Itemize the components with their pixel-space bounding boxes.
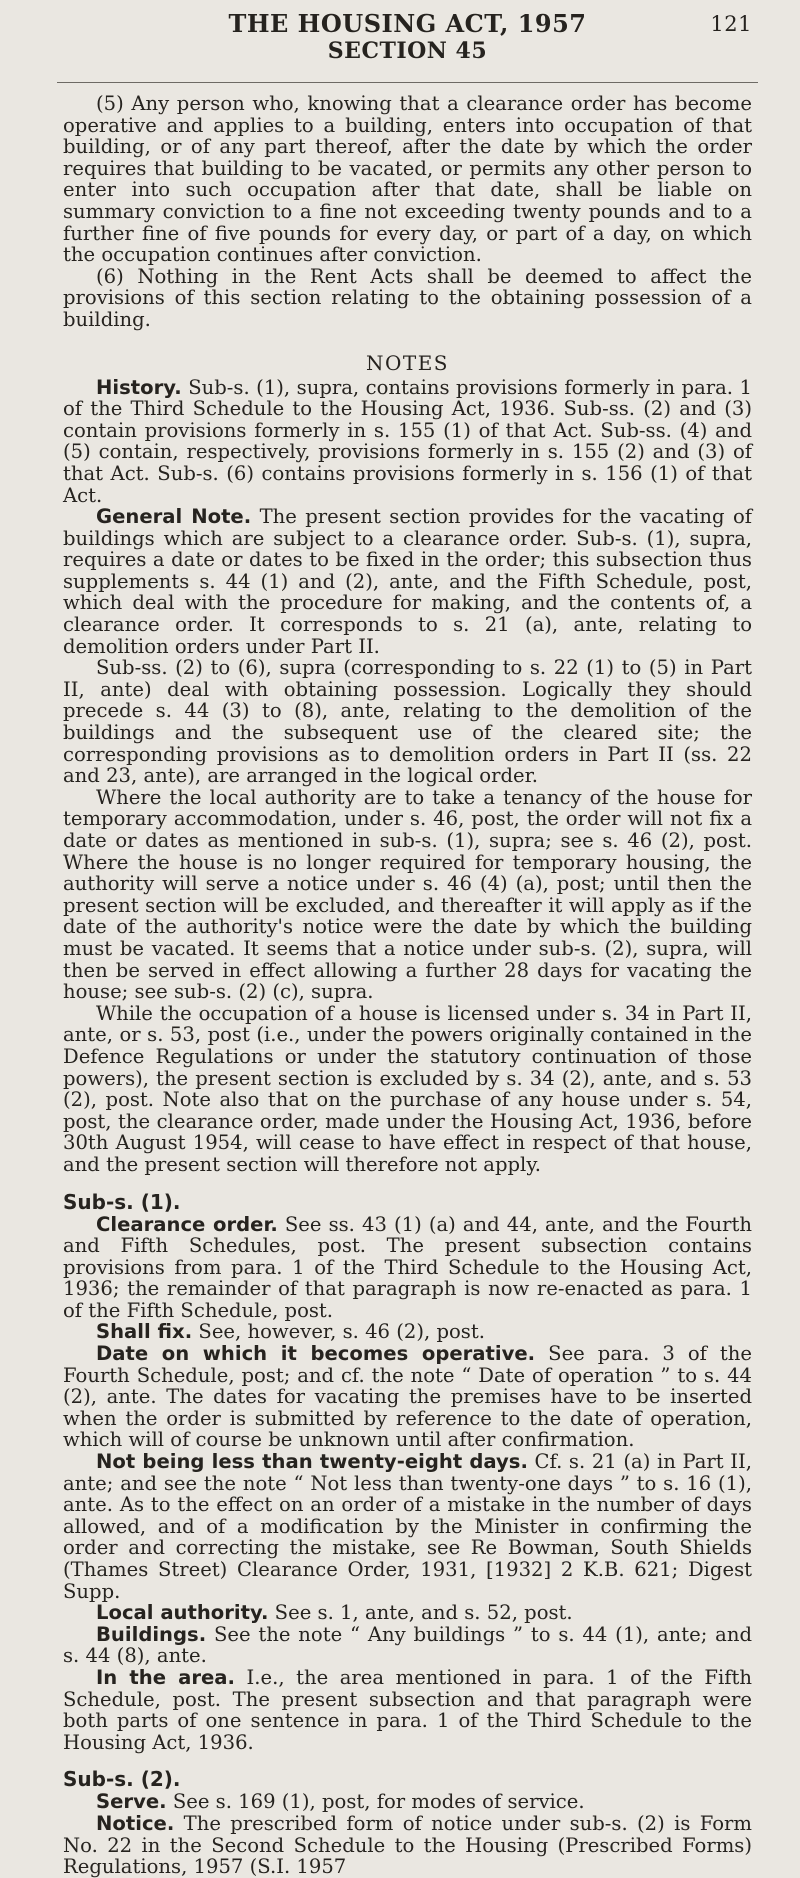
subsection-2-heading: Sub-s. (2). [63, 1767, 181, 1792]
note-text: Sub-s. (1), supra, contains provisions formerly in para. 1 of the Third Schedule to the Housing Act, 1936. Sub-ss. (2) and (3) contain provisions formerly in s. 155 (1) of that Act. Sub-ss. (4) and (5) contain, respectively, provisions formerly in s. 155 (2) and (3) of that Act. Sub-s. (6) contains provisions formerly in s. 156 (1) of that Act. [63, 375, 752, 507]
note-text: See s. 1, ante, and s. 52, post. [274, 1601, 573, 1625]
note-notice [63, 1813, 752, 1878]
note-lead: Shall fix. [96, 1320, 193, 1344]
note-local-authority [63, 1602, 752, 1624]
note-paragraph: Where the local authority are to take a tenancy of the house for temporary accommodation, under s. 46, post, the order will not fix a date or dates as mentioned in sub-s. (1), supra; see s. 46 (2), post. Where the house is no longer required for temporary housing, the authority will serve a notice under s. 46 (4) (a), post; until then the present section will be excluded, and thereafter it will apply as if the date of the authority's notice were the date by which the building must be vacated. It seems that a notice under sub-s. (2), supra, will then be served in effect allowing a further 28 days for vacating the house; see sub-s. (2) (c), supra. [63, 785, 752, 1004]
note-lead: Buildings. [96, 1622, 207, 1646]
note-lead: Date on which it becomes operative. [96, 1342, 536, 1366]
note-not-less [63, 1451, 752, 1602]
note-general [63, 506, 752, 657]
notes-title: NOTES [365, 350, 450, 375]
note-text: See the note “ Any buildings ” to s. 44 (1), ante; and s. 44 (8), ante. [63, 1622, 752, 1668]
note-text: The present section provides for the vacating of buildings which are subject to a clearance order. Sub-s. (1), supra, requires a date or dates to be fixed in the order; this subsection thus supplements s. 44 (1) and (2), ante, and the Fifth Schedule, post, which deal with the procedure for making, and the contents of, a clearance order. It corresponds to s. 21 (a), ante, relating to demolition orders under Part II. [63, 505, 752, 658]
subsection-6: (6) Nothing in the Rent Acts shall be deemed to affect the provisions of this section relating to the obtaining possession of a building. [63, 264, 752, 331]
note-text: See s. 169 (1), post, for modes of service. [172, 1790, 585, 1814]
note-paragraph: While the occupation of a house is licensed under s. 34 in Part II, ante, or s. 53, post (i.e., under the powers originally contained in the Defence Regulations or under the statutory continuation of those powers), the present section is excluded by s. 34 (2), ante, and s. 53 (2), post. Note also that on the purchase of any house under s. 54, post, the clearance order, made under the Housing Act, 1936, before 30th August 1954, will cease to have effect in respect of that house, and the present section will therefore not apply. [63, 1001, 752, 1176]
note-lead: Not being less than twenty-eight days. [96, 1450, 528, 1474]
note-lead: General Note. [96, 505, 252, 529]
note-text: See, however, s. 46 (2), post. [198, 1320, 485, 1344]
note-text: See ss. 43 (1) (a) and 44, ante, and the Fourth and Fifth Schedules, post. The present subsection contains provisions from para. 1 of the Third Schedule to the Housing Act, 1936; the remainder of that paragraph is now re-enacted as para. 1 of the Fifth Schedule, post. [63, 1212, 753, 1322]
note-lead: Clearance order. [96, 1212, 278, 1236]
note-paragraph: Sub-ss. (2) to (6), supra (corresponding to s. 22 (1) to (5) in Part II, ante) deal with obtaining possession. Logically they should precede s. 44 (3) to (8), ante, relating to the demolition of the buildings and the subsequent use of the cleared site; the corresponding provisions as to demolition orders in Part II (ss. 22 and 23, ante), are arranged in the logical order. [63, 656, 752, 788]
header-rule [57, 82, 758, 83]
note-text: See para. 3 of the Fourth Schedule, post; and cf. the note “ Date of operation ” to s. 44 (2), ante. The dates for vacating the premises have to be inserted when the order is submitted by reference to the date of operation, which will of course be unknown until after confirmation. [63, 1342, 753, 1452]
subsection-5: (5) Any person who, knowing that a clearance order has become operative and applies to a building, enters into occupation of that building, or of any part thereof, after the date by which the order requires that building to be vacated, or permits any other person to enter into such occupation after that date, shall be liable on summary conviction to a fine not exceeding twenty pounds and to a further fine of five pounds for every day, or part of a day, on which the occupation continues after conviction. [63, 92, 752, 267]
note-clearance-order [63, 1214, 752, 1322]
running-head [63, 0, 752, 38]
note-in-the-area [63, 1667, 752, 1753]
note-text: The prescribed form of notice under sub-s. (2) is Form No. 22 in the Second Schedule to the Housing (Prescribed Forms) Regulations, 1957 (S.I. 1957 [63, 1811, 753, 1878]
subsection-1-heading: Sub-s. (1). [63, 1189, 181, 1214]
note-history [63, 377, 752, 507]
page-number: 121 [710, 12, 752, 36]
note-text: I.e., the area mentioned in para. 1 of the Fifth Schedule, post. The present subsection and that paragraph were both parts of one sentence in para. 1 of the Third Schedule to the Housing Act, 1936. [63, 1665, 753, 1754]
note-buildings [63, 1624, 752, 1667]
note-lead: Serve. [96, 1790, 167, 1814]
running-title: THE HOUSING ACT, 1957 [228, 9, 587, 38]
note-lead: Notice. [96, 1811, 175, 1835]
note-text: Cf. s. 21 (a) in Part II, ante; and see the note “ Not less than twenty-one days ” to s. 16 (1), ante. As to the effect on an order of a mistake in the number of days allowed, and of a modification by the Minister in confirming the order and correcting the mistake, see Re Bowman, South Shields (Thames Street) Clearance Order, 1931, [1932] 2 K.B. 621; Digest Supp. [63, 1450, 752, 1603]
section-heading: SECTION 45 [327, 38, 488, 64]
note-lead: Local authority. [96, 1601, 269, 1625]
note-shall-fix [63, 1321, 752, 1343]
note-serve [63, 1791, 752, 1813]
note-lead: In the area. [96, 1665, 235, 1689]
note-date-operative [63, 1343, 752, 1451]
note-lead: History. [96, 375, 182, 399]
